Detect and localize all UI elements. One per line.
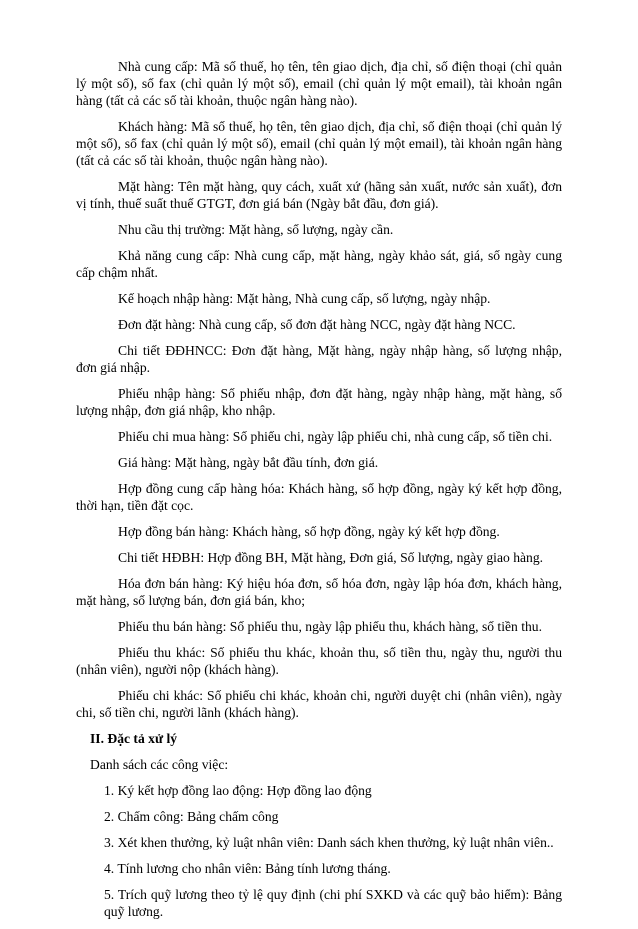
- entity-paragraph: Khả năng cung cấp: Nhà cung cấp, mặt hàng, ngày khảo sát, giá, số ngày cung cấp chậm nhất.: [76, 248, 562, 280]
- entity-paragraph: Phiếu chi khác: Số phiếu chi khác, khoản chi, người duyệt chi (nhân viên), ngày chi, số tiền chi, người lãnh (khách hàng).: [76, 688, 562, 720]
- entity-paragraph: Phiếu thu khác: Số phiếu thu khác, khoản thu, số tiền thu, ngày thu, người thu (nhân viên), người nộp (khách hàng).: [76, 645, 562, 677]
- section-heading-text: II. Đặc tả xử lý: [90, 731, 178, 746]
- entity-paragraph: Phiếu thu bán hàng: Số phiếu thu, ngày lập phiếu thu, khách hàng, số tiền thu.: [118, 619, 542, 634]
- entity-paragraph: Chi tiết ĐĐHNCC: Đơn đặt hàng, Mặt hàng, ngày nhập hàng, số lượng nhập, đơn giá nhập.: [76, 343, 562, 375]
- entity-paragraph: Nhà cung cấp: Mã số thuế, họ tên, tên giao dịch, địa chỉ, số điện thoại (chỉ quản lý một số), số fax (chỉ quản lý một số), email (chỉ quản lý một email), tài khoản ngân hàng (tất cả các số tài khoản, thuộc ngân hàng nào).: [76, 59, 562, 108]
- entity-paragraph: Chi tiết HĐBH: Hợp đồng BH, Mặt hàng, Đơn giá, Số lượng, ngày giao hàng.: [118, 550, 544, 565]
- task-item: 4. Tính lương cho nhân viên: Bảng tính lương tháng.: [104, 861, 391, 876]
- document-page: [76, 58, 562, 929]
- entity-paragraph: Hóa đơn bán hàng: Ký hiệu hóa đơn, số hóa đơn, ngày lập hóa đơn, khách hàng, mặt hàng, số lượng bán, đơn giá bán, kho;: [76, 576, 562, 608]
- task-item: 2. Chấm công: Bảng chấm công: [104, 809, 279, 824]
- task-item: 3. Xét khen thưởng, kỷ luật nhân viên: Danh sách khen thưởng, kỷ luật nhân viên..: [104, 835, 554, 850]
- entity-paragraph: Kế hoạch nhập hàng: Mặt hàng, Nhà cung cấp, số lượng, ngày nhập.: [118, 291, 491, 306]
- task-item: 1. Ký kết hợp đồng lao động: Hợp đồng lao động: [104, 783, 372, 798]
- entity-paragraph: Khách hàng: Mã số thuế, họ tên, tên giao dịch, địa chỉ, số điện thoại (chỉ quản lý một số), số fax (chỉ quản lý một số), email (chỉ quản lý một email), tài khoản ngân hàng (tất cả các số tài khoản, thuộc ngân hàng nào).: [76, 119, 562, 168]
- entity-paragraph: Hợp đồng bán hàng: Khách hàng, số hợp đồng, ngày ký kết hợp đồng.: [118, 524, 500, 539]
- entity-paragraph: Mặt hàng: Tên mặt hàng, quy cách, xuất xứ (hãng sản xuất, nước sản xuất), đơn vị tính, thuế suất thuế GTGT, đơn giá bán (Ngày bắt đầu, đơn giá).: [76, 179, 562, 211]
- entity-paragraph: Hợp đồng cung cấp hàng hóa: Khách hàng, số hợp đồng, ngày ký kết hợp đồng, thời hạn, tiền đặt cọc.: [76, 481, 562, 513]
- section-heading: [90, 730, 562, 747]
- entity-paragraph: Nhu cầu thị trường: Mặt hàng, số lượng, ngày cần.: [118, 222, 394, 237]
- entity-paragraph: Đơn đặt hàng: Nhà cung cấp, số đơn đặt hàng NCC, ngày đặt hàng NCC.: [118, 317, 516, 332]
- entity-paragraph: Phiếu nhập hàng: Số phiếu nhập, đơn đặt hàng, ngày nhập hàng, mặt hàng, số lượng nhập, đơn giá nhập, kho nhập.: [76, 386, 562, 418]
- task-item: 5. Trích quỹ lương theo tỷ lệ quy định (chi phí SXKD và các quỹ bảo hiểm): Bảng quỹ lương.: [104, 887, 562, 919]
- task-list-intro: Danh sách các công việc:: [90, 757, 229, 772]
- entity-paragraph: Giá hàng: Mặt hàng, ngày bắt đầu tính, đơn giá.: [118, 455, 379, 470]
- entity-paragraph: Phiếu chi mua hàng: Số phiếu chi, ngày lập phiếu chi, nhà cung cấp, số tiền chi.: [118, 429, 553, 444]
